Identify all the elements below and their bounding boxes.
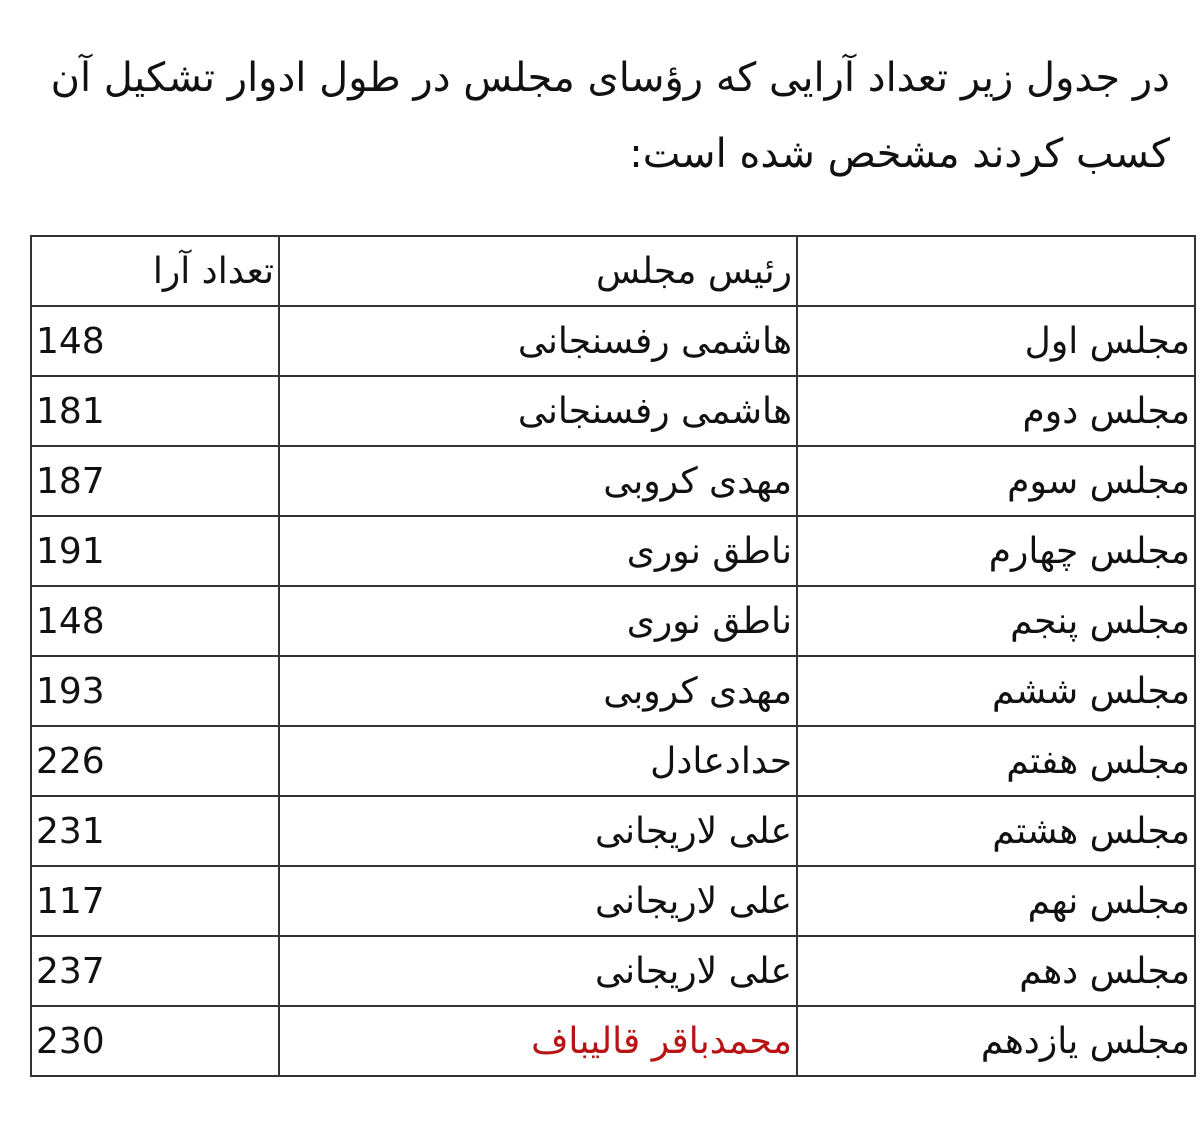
table-row bbox=[31, 376, 1195, 446]
table-row bbox=[31, 726, 1195, 796]
table-row bbox=[31, 516, 1195, 586]
votes-cell: 181 bbox=[31, 376, 279, 446]
speaker-cell: علی لاریجانی bbox=[279, 796, 797, 866]
term-cell: مجلس دوم bbox=[797, 376, 1195, 446]
term-cell: مجلس دهم bbox=[797, 936, 1195, 1006]
speaker-cell-highlighted: محمدباقر قالیباف bbox=[279, 1006, 797, 1076]
header-speaker: رئیس مجلس bbox=[279, 236, 797, 306]
term-cell: مجلس اول bbox=[797, 306, 1195, 376]
table-row bbox=[31, 656, 1195, 726]
votes-cell: 148 bbox=[31, 586, 279, 656]
votes-cell: 230 bbox=[31, 1006, 279, 1076]
speaker-cell: ناطق نوری bbox=[279, 516, 797, 586]
speaker-cell: ناطق نوری bbox=[279, 586, 797, 656]
table-row bbox=[31, 306, 1195, 376]
table-header-row bbox=[31, 236, 1195, 306]
speaker-cell: مهدی کروبی bbox=[279, 446, 797, 516]
speaker-cell: علی لاریجانی bbox=[279, 866, 797, 936]
header-votes: تعداد آرا bbox=[31, 236, 279, 306]
votes-cell: 148 bbox=[31, 306, 279, 376]
votes-cell: 117 bbox=[31, 866, 279, 936]
speaker-votes-table bbox=[30, 235, 1196, 1077]
term-cell: مجلس هفتم bbox=[797, 726, 1195, 796]
term-cell: مجلس چهارم bbox=[797, 516, 1195, 586]
table-row bbox=[31, 866, 1195, 936]
intro-paragraph: در جدول زیر تعداد آرایی که رؤسای مجلس در طول ادوار تشکیل آن کسب کردند مشخص شده است: bbox=[50, 55, 1170, 177]
speaker-cell: هاشمی رفسنجانی bbox=[279, 376, 797, 446]
term-cell: مجلس نهم bbox=[797, 866, 1195, 936]
table-row bbox=[31, 1006, 1195, 1076]
term-cell: مجلس سوم bbox=[797, 446, 1195, 516]
speaker-cell: مهدی کروبی bbox=[279, 656, 797, 726]
term-cell: مجلس ششم bbox=[797, 656, 1195, 726]
table-row bbox=[31, 446, 1195, 516]
votes-cell: 193 bbox=[31, 656, 279, 726]
term-cell: مجلس هشتم bbox=[797, 796, 1195, 866]
votes-cell: 226 bbox=[31, 726, 279, 796]
term-cell: مجلس پنجم bbox=[797, 586, 1195, 656]
votes-cell: 191 bbox=[31, 516, 279, 586]
votes-cell: 237 bbox=[31, 936, 279, 1006]
header-term bbox=[797, 236, 1195, 306]
term-cell: مجلس یازدهم bbox=[797, 1006, 1195, 1076]
speaker-cell: هاشمی رفسنجانی bbox=[279, 306, 797, 376]
speaker-cell: حدادعادل bbox=[279, 726, 797, 796]
table-row bbox=[31, 936, 1195, 1006]
table-row bbox=[31, 796, 1195, 866]
votes-cell: 187 bbox=[31, 446, 279, 516]
votes-cell: 231 bbox=[31, 796, 279, 866]
table-row bbox=[31, 586, 1195, 656]
speaker-cell: علی لاریجانی bbox=[279, 936, 797, 1006]
